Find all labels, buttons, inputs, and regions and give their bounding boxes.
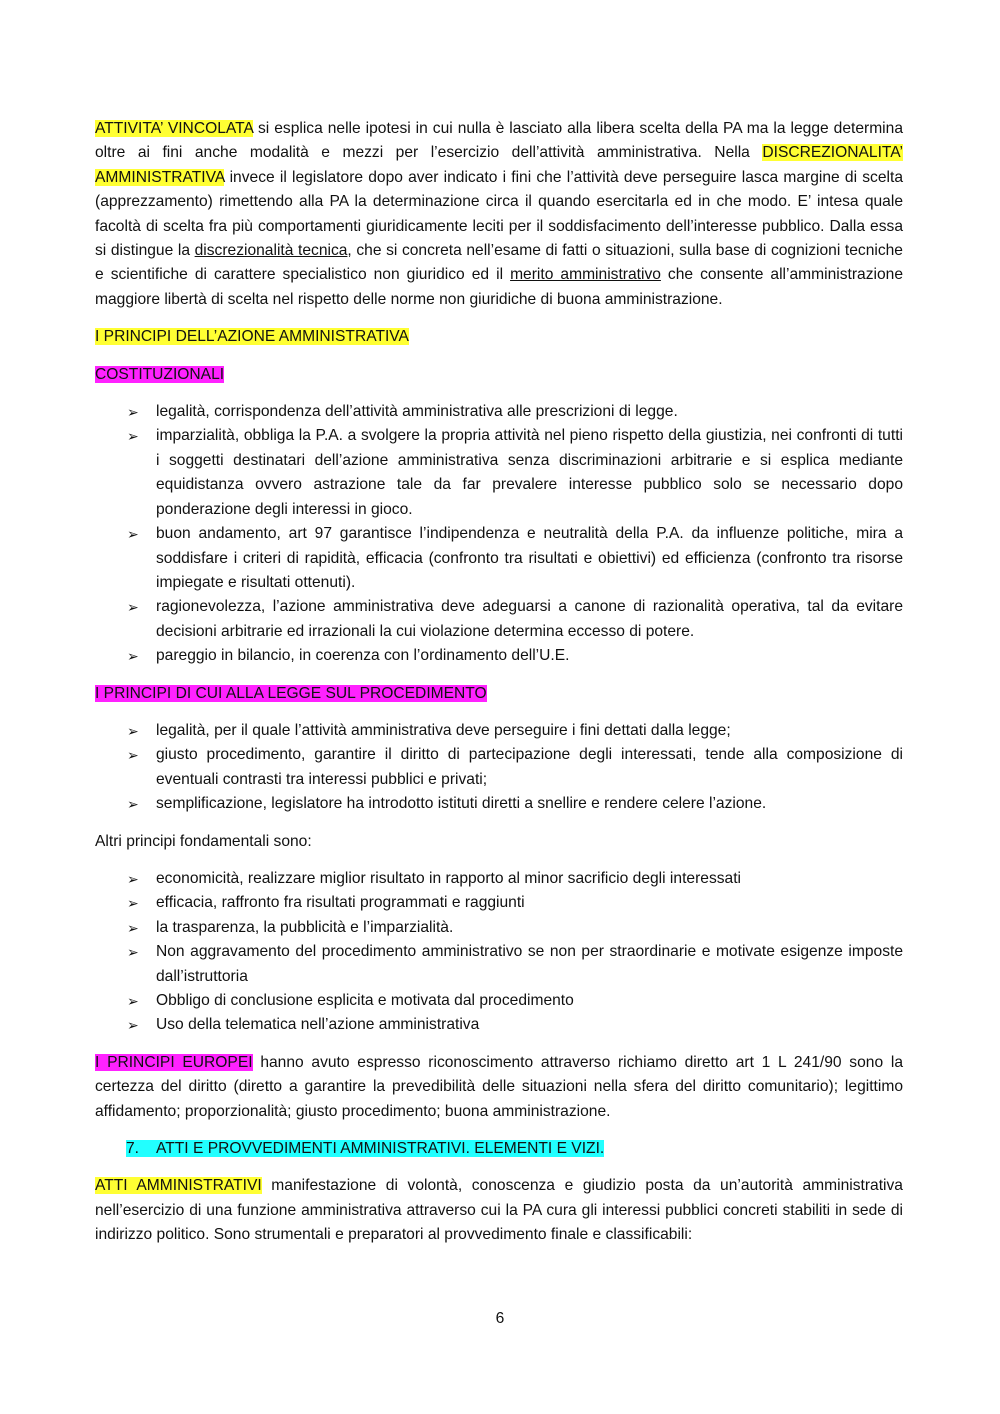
list-item	[95, 743, 903, 792]
list-item-text: economicità, realizzare miglior risultato in rapporto al minor sacrificio degli interessati	[156, 869, 742, 887]
highlight-term: DISCREZIONALITA’ AMMINISTRATIVA	[95, 144, 903, 186]
arrow-bullet-icon: ➢	[127, 919, 139, 936]
list-item	[95, 1013, 903, 1037]
page-number: 6	[495, 1310, 505, 1327]
list-item	[95, 940, 903, 989]
list-item-text: pareggio in bilancio, in coerenza con l’ordinamento dell’U.E.	[156, 647, 570, 665]
list-item	[95, 644, 903, 668]
paragraph-text: manifestazione di volontà, conoscenza e giudizio posta da un’autorità amministrativa nell’esercizio di una funzione amministrativa attraverso cui la PA cura gli interessi pubblici concreti stabiliti in sede di indirizzo politico. Sono strumentali e preparatori al provvedimento finale e classificabili:	[95, 1177, 903, 1244]
heading-text: I PRINCIPI DI CUI ALLA LEGGE SUL PROCEDIMENTO	[95, 684, 487, 702]
section-title: ATTI E PROVVEDIMENTI AMMINISTRATIVI. ELEMENTI E VIZI.	[156, 1140, 605, 1158]
list-item-text: Non aggravamento del procedimento amministrativo se non per straordinarie e motivate esigenze imposte dall’istruttoria	[156, 943, 903, 985]
list-item	[95, 400, 903, 424]
underlined-term: merito amministrativo	[510, 266, 661, 284]
list-item	[95, 891, 903, 915]
heading-text: I PRINCIPI DELL’AZIONE AMMINISTRATIVA	[95, 328, 409, 346]
arrow-bullet-icon: ➢	[127, 1017, 139, 1034]
list-item-text: buon andamento, art 97 garantisce l’indipendenza e neutralità della P.A. da influenze politiche, mira a soddisfare i criteri di rapidità, efficacia (confronto tra risultati e obiettivi) ed efficienza (confronto tra risorse impiegate e risultati ottenuti).	[156, 525, 903, 591]
list-item-text: Uso della telematica nell’azione amministrativa	[156, 1016, 480, 1034]
document-page	[95, 117, 903, 1248]
list-item	[95, 424, 903, 522]
arrow-bullet-icon: ➢	[127, 648, 139, 665]
heading-principi	[95, 325, 903, 349]
list-item	[95, 916, 903, 940]
heading-procedimento	[95, 682, 903, 706]
section-heading-7	[95, 1137, 903, 1161]
arrow-bullet-icon: ➢	[127, 895, 139, 912]
altri-intro: Altri principi fondamentali sono:	[95, 832, 312, 850]
list-item-text: la trasparenza, la pubblicità e l’imparzialità.	[156, 918, 454, 936]
arrow-bullet-icon: ➢	[127, 796, 139, 813]
heading-text: COSTITUZIONALI	[95, 365, 225, 383]
paragraph-atti	[95, 1174, 903, 1247]
list-item	[95, 867, 903, 891]
heading-costituzionali	[95, 363, 903, 387]
list-item-text: ragionevolezza, l’azione amministrativa deve adeguarsi a canone di razionalità operativa, tal da evitare decisioni arbitrarie ed irrazionali la cui violazione determina eccesso di potere.	[156, 598, 903, 640]
paragraph-europei	[95, 1051, 903, 1124]
list-item-text: efficacia, raffronto fra risultati programmati e raggiunti	[156, 894, 525, 912]
underlined-term: discrezionalità tecnica	[194, 242, 348, 260]
arrow-bullet-icon: ➢	[127, 747, 139, 764]
list-item-text: imparzialità, obbliga la P.A. a svolgere la propria attività nel pieno rispetto della giustizia, nei confronti di tutti i soggetti destinatari dell’azione amministrativa senza discriminazioni arbitrarie e si esplica mediante equidistanza ovvero astrazione tale da far prevalere interesse pubblico solo se necessario dopo ponderazione degli interessi in gioco.	[156, 427, 903, 518]
list-item	[95, 522, 903, 595]
section-heading-highlight	[126, 1140, 604, 1157]
list-item-text: Obbligo di conclusione esplicita e motivata dal procedimento	[156, 992, 574, 1009]
list-item	[95, 595, 903, 644]
list-costituzionali	[95, 400, 903, 668]
arrow-bullet-icon: ➢	[127, 526, 139, 543]
list-altri	[95, 867, 903, 1038]
arrow-bullet-icon: ➢	[127, 944, 139, 961]
paragraph-text: si esplica nelle ipotesi in cui nulla è lasciato alla libera scelta della PA ma la legge determina oltre ai fini anche modalità e mezzi per l’esercizio dell’attività amministrativa. Nella	[95, 120, 903, 162]
list-item-text: legalità, corrispondenza dell’attività amministrativa alle prescrizioni di legge.	[156, 403, 678, 421]
arrow-bullet-icon: ➢	[127, 404, 139, 421]
paragraph-text: che consente all’amministrazione maggiore libertà di scelta nel rispetto delle norme non giuridiche di buona amministrazione.	[95, 266, 903, 308]
arrow-bullet-icon: ➢	[127, 599, 139, 616]
arrow-bullet-icon: ➢	[127, 993, 139, 1009]
highlight-term: ATTI AMMINISTRATIVI	[95, 1177, 262, 1195]
list-item	[95, 719, 903, 743]
arrow-bullet-icon: ➢	[127, 722, 139, 739]
highlight-term: I PRINCIPI EUROPEI	[95, 1053, 253, 1071]
list-item	[95, 989, 903, 1013]
list-item	[95, 792, 903, 816]
arrow-bullet-icon: ➢	[127, 870, 139, 887]
highlight-term: ATTIVITA’ VINCOLATA	[95, 120, 254, 137]
list-item-text: semplificazione, legislatore ha introdotto istituti diretti a snellire e rendere celere l’azione.	[156, 795, 767, 813]
paragraph-text: invece il legislatore dopo aver indicato i fini che l’attività deve perseguire lasca margine di scelta (apprezzamento) rimettendo alla PA la determinazione circa il quando esercitarla ed in che modo. E’ intesa quale facoltà di scelta fra più comportamenti giuridicamente leciti per il soddisfacimento dell’interesse pubblico. Dalla essa si distingue la	[95, 168, 903, 260]
list-item-text: legalità, per il quale l’attività amministrativa deve perseguire i fini dettati dalla legge;	[156, 721, 731, 739]
paragraph-text: , che si concreta nell’esame di fatti o situazioni, sulla base di cognizioni tecniche e scientifiche di carattere specialistico non giuridico ed il	[95, 242, 903, 284]
section-number: 7.	[126, 1140, 140, 1158]
paragraph-attivita	[95, 117, 903, 312]
list-procedimento	[95, 719, 903, 817]
paragraph-text: hanno avuto espresso riconoscimento attraverso richiamo diretto art 1 L 241/90 sono la certezza del diritto (diretto a garantire la prevedibilità delle situazioni nella sfera del diritto comunitario); legittimo affidamento; proporzionalità; giusto procedimento; buona amministrazione.	[95, 1053, 903, 1120]
list-item-text: giusto procedimento, garantire il diritto di partecipazione degli interessati, tende alla composizione di eventuali contrasti tra interessi pubblici e privati;	[156, 746, 903, 788]
arrow-bullet-icon: ➢	[127, 428, 139, 445]
